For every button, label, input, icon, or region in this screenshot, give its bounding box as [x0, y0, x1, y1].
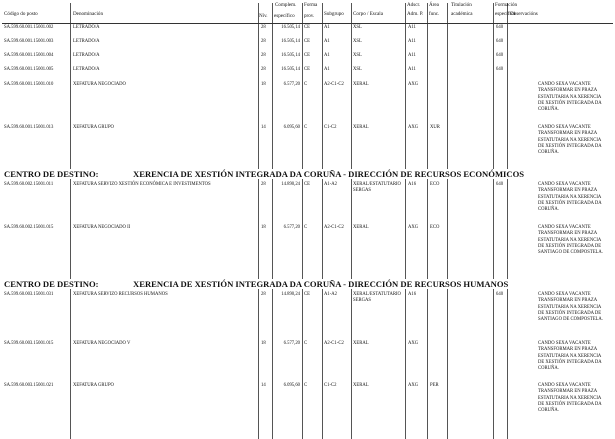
cell-subgrupo: A1-A2 — [324, 182, 338, 187]
cell-subgrupo: A1 — [324, 39, 330, 44]
cell-adscricion: A11 — [408, 39, 416, 44]
cell-complemento: 16.505,14 — [281, 53, 300, 58]
header-nivel: Nív. — [259, 13, 268, 19]
cell-denominacion: XEFATURA SERVIZO XESTIÓN ECONÓMICA E INVESTIMENTOS — [73, 182, 211, 187]
cell-formacion: 640 — [496, 292, 504, 297]
cell-area: PER — [430, 383, 439, 388]
cell-denominacion: XEFATURA NEGOCIADO — [73, 82, 126, 87]
cell-forma: C — [304, 125, 308, 130]
cell-codigo: SA.599.60.001.15001.010 — [4, 82, 54, 87]
cell-codigo: SA.599.60.003.15001.021 — [4, 383, 54, 388]
cell-denominacion: LETRADO/A — [73, 39, 100, 44]
cell-corpo: XERAL — [353, 341, 369, 346]
cell-area: ECO — [430, 182, 440, 187]
cell-codigo: SA.599.60.001.15001.013 — [4, 125, 54, 130]
header-area-2: func. — [429, 11, 440, 17]
cell-observacions: CANDO SEXA VACANTE TRANSFORMAR EN PRAZA ESTATUTARIA NA XERENCIA DE XESTIÓN INTEGRADA DA CORUÑA. — [538, 182, 602, 213]
cell-observacions: CANDO SEXA VACANTE TRANSFORMAR EN PRAZA ESTATUTARIA NA XERENCIA DE XESTIÓN INTEGRADA DE SANTIAGO DE COMPOSTELA. — [538, 292, 603, 323]
header-forma-2: prov. — [304, 13, 315, 19]
header-titulacion-2: académica — [451, 11, 473, 17]
cell-forma: CE — [304, 182, 310, 187]
header-forma-1: Forma — [304, 2, 318, 8]
header-subgrupo: Subgrupo — [324, 11, 344, 17]
cell-nivel: 18 — [261, 225, 266, 230]
header-complemento-2: específico — [274, 13, 295, 19]
cell-complemento: 6.095,60 — [283, 383, 300, 388]
section-label: CENTRO DE DESTINO: — [4, 169, 99, 179]
section-name: XERENCIA DE XESTIÓN INTEGRADA DA CORUÑA - DIRECCIÓN DE RECURSOS ECONÓMICOS — [133, 169, 525, 179]
cell-adscricion: A11 — [408, 53, 416, 58]
header-rule — [2, 23, 613, 24]
cell-adscricion: AXG — [408, 383, 419, 388]
cell-complemento: 16.505,14 — [281, 67, 300, 72]
header-adscricion-2: Adm. P. — [407, 11, 424, 17]
section-heading-economicos — [0, 169, 615, 179]
cell-nivel: 18 — [261, 82, 266, 87]
section-heading-humanos — [0, 279, 615, 289]
cell-subgrupo: A1 — [324, 67, 330, 72]
cell-nivel: 28 — [261, 292, 266, 297]
cell-formacion: 640 — [496, 182, 504, 187]
cell-codigo: SA.599.60.003.15001.015 — [4, 341, 54, 346]
cell-complemento: 6.577,20 — [283, 82, 300, 87]
cell-adscricion: AXG — [408, 82, 419, 87]
cell-corpo: XSL — [353, 25, 362, 30]
cell-observacions: CANDO SEXA VACANTE TRANSFORMAR EN PRAZA ESTATUTARIA NA XERENCIA DE XESTIÓN INTEGRADA DA CORUÑA. — [538, 82, 602, 113]
column-rule — [302, 3, 303, 439]
header-formacion-2: específica — [495, 11, 516, 17]
cell-adscricion: A16 — [408, 292, 417, 297]
cell-corpo: XSL — [353, 67, 362, 72]
cell-codigo: SA.599.60.001.15001.003 — [4, 39, 54, 44]
header-complemento-1: Complem. — [275, 2, 297, 8]
cell-complemento: 6.577,20 — [283, 341, 300, 346]
cell-corpo: XSL — [353, 39, 362, 44]
cell-codigo: SA.599.60.001.15001.004 — [4, 53, 54, 58]
cell-forma: C — [304, 225, 308, 230]
cell-observacions: CANDO SEXA VACANTE TRANSFORMAR EN PRAZA ESTATUTARIA NA XERENCIA DE XESTIÓN INTEGRADA DA CORUÑA. — [538, 341, 602, 372]
cell-subgrupo: A2-C1-C2 — [324, 82, 344, 87]
cell-complemento: 14.890,24 — [281, 182, 300, 187]
cell-nivel: 28 — [261, 25, 266, 30]
cell-codigo: SA.599.60.001.15001.002 — [4, 25, 54, 30]
cell-subgrupo: C1-C2 — [324, 125, 337, 130]
cell-denominacion: XEFATURA SERVIZO RECURSOS HUMANOS — [73, 292, 168, 297]
cell-formacion: 640 — [496, 25, 504, 30]
cell-corpo: XERAL — [353, 383, 369, 388]
cell-subgrupo: A1 — [324, 25, 330, 30]
cell-codigo: SA.599.60.003.15001.031 — [4, 292, 54, 297]
cell-forma: CE — [304, 25, 310, 30]
section-label: CENTRO DE DESTINO: — [4, 279, 99, 289]
cell-codigo: SA.599.60.002.15001.011 — [4, 182, 54, 187]
cell-corpo: XERAL — [353, 82, 369, 87]
cell-subgrupo: A1 — [324, 53, 330, 58]
cell-corpo: XERAL/ESTATUTARIO SERGAS — [353, 292, 401, 304]
cell-forma: CE — [304, 39, 310, 44]
cell-forma: CE — [304, 67, 310, 72]
cell-subgrupo: A2-C1-C2 — [324, 225, 344, 230]
cell-forma: CE — [304, 292, 310, 297]
cell-complemento: 16.505,14 — [281, 39, 300, 44]
cell-observacions: CANDO SEXA VACANTE TRANSFORMAR EN PRAZA ESTATUTARIA NA XERENCIA DE XESTIÓN INTEGRADA DE SANTIAGO DE COMPOSTELA. — [538, 225, 603, 256]
cell-denominacion: LETRADO/A — [73, 25, 100, 30]
cell-adscricion: A16 — [408, 182, 417, 187]
cell-forma: CE — [304, 53, 310, 58]
cell-denominacion: XEFATURA GRUPO — [73, 125, 114, 130]
header-observacions: Observacións — [510, 11, 538, 17]
cell-forma: C — [304, 82, 308, 87]
cell-subgrupo: A2-C1-C2 — [324, 341, 344, 346]
cell-area: XUR — [430, 125, 440, 130]
cell-codigo: SA.599.60.002.15001.015 — [4, 225, 54, 230]
column-rule — [351, 3, 352, 439]
column-rule — [258, 3, 259, 439]
column-rule — [427, 3, 428, 439]
cell-adscricion: AXG — [408, 125, 419, 130]
cell-nivel: 28 — [261, 39, 266, 44]
cell-denominacion: LETRADO/A — [73, 67, 100, 72]
cell-complemento: 6.095,60 — [283, 125, 300, 130]
column-rule — [70, 3, 71, 439]
cell-complemento: 16.505,14 — [281, 25, 300, 30]
column-rule — [322, 3, 323, 439]
column-rule — [447, 3, 448, 439]
cell-nivel: 14 — [261, 125, 266, 130]
cell-observacions: CANDO SEXA VACANTE TRANSFORMAR EN PRAZA ESTATUTARIA NA XERENCIA DE XESTIÓN INTEGRADA DA CORUÑA. — [538, 383, 602, 414]
cell-formacion: 640 — [496, 67, 504, 72]
cell-forma: C — [304, 383, 308, 388]
header-codigo: Código do posto — [4, 11, 38, 17]
cell-corpo: XERAL — [353, 225, 369, 230]
cell-denominacion: XEFATURA NEGOCIADO II — [73, 225, 131, 230]
header-corpo: Corpo / Escala — [353, 11, 383, 17]
column-rule — [493, 3, 494, 439]
header-adscricion-1: Adscr. — [407, 2, 421, 8]
cell-subgrupo: A1-A2 — [324, 292, 338, 297]
cell-denominacion: XEFATURA GRUPO — [73, 383, 114, 388]
cell-nivel: 28 — [261, 67, 266, 72]
cell-formacion: 640 — [496, 53, 504, 58]
cell-subgrupo: C1-C2 — [324, 383, 337, 388]
cell-codigo: SA.599.60.001.15001.005 — [4, 67, 54, 72]
column-rule — [405, 3, 406, 439]
cell-nivel: 28 — [261, 53, 266, 58]
cell-adscricion: A11 — [408, 25, 416, 30]
cell-nivel: 18 — [261, 341, 266, 346]
cell-adscricion: AXG — [408, 225, 419, 230]
cell-denominacion: LETRADO/A — [73, 53, 100, 58]
cell-corpo: XERAL/ESTATUTARIO SERGAS — [353, 182, 401, 194]
header-formacion-1: Formación — [495, 2, 518, 8]
cell-formacion: 640 — [496, 39, 504, 44]
cell-area: ECO — [430, 225, 440, 230]
cell-observacions: CANDO SEXA VACANTE TRANSFORMAR EN PRAZA ESTATUTARIA NA XERENCIA DE XESTIÓN INTEGRADA DA CORUÑA. — [538, 125, 602, 156]
header-titulacion-1: Titulación — [451, 2, 472, 8]
header-area-1: Área — [429, 2, 439, 8]
cell-nivel: 14 — [261, 383, 266, 388]
cell-complemento: 14.890,24 — [281, 292, 300, 297]
cell-corpo: XSL — [353, 53, 362, 58]
cell-adscricion: AXG — [408, 341, 419, 346]
cell-adscricion: A11 — [408, 67, 416, 72]
header-denominacion: Denominación — [73, 11, 103, 17]
cell-nivel: 28 — [261, 182, 266, 187]
section-name: XERENCIA DE XESTIÓN INTEGRADA DA CORUÑA - DIRECCIÓN DE RECURSOS HUMANOS — [133, 279, 509, 289]
column-rule — [507, 3, 508, 439]
cell-denominacion: XEFATURA NEGOCIADO V — [73, 341, 131, 346]
cell-forma: C — [304, 341, 308, 346]
cell-complemento: 6.577,20 — [283, 225, 300, 230]
cell-corpo: XERAL — [353, 125, 369, 130]
